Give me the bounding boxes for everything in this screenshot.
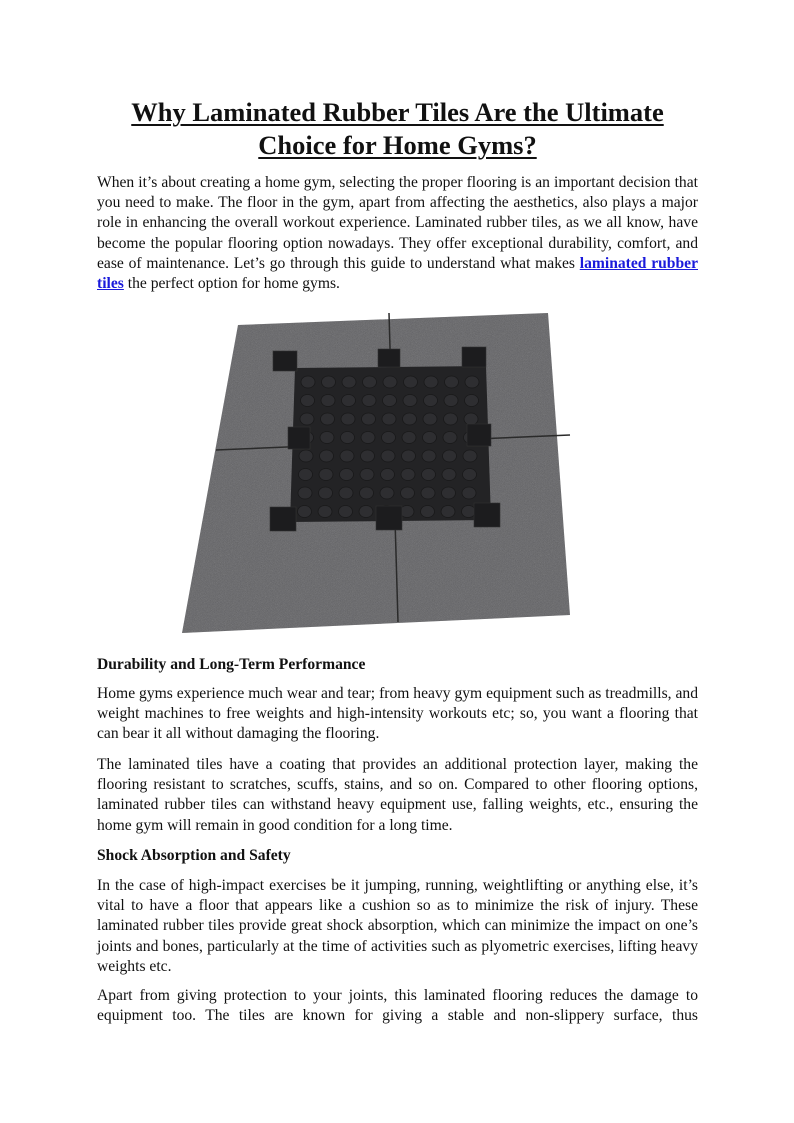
mat-stud [443, 432, 457, 444]
section-heading-durability: Durability and Long-Term Performance [97, 656, 366, 673]
title-line-2: Choice for Home Gyms? [258, 130, 537, 160]
mat-stud [403, 413, 417, 425]
mat-stud [320, 432, 334, 444]
interlocking-mat [270, 347, 500, 531]
mat-stud [442, 487, 456, 499]
mat-stud [401, 487, 415, 499]
mat-stud [465, 395, 479, 407]
mat-stud [382, 413, 396, 425]
mat-stud [360, 487, 374, 499]
mat-stud [319, 487, 333, 499]
paragraph: The laminated tiles have a coating that provides an additional protection layer, making the flooring resistant to scratches, scuffs, stains, and so on. Compared to other flooring options, laminated rubber tiles can withstand heavy equipment use, falling weights, etc., ensuring the home gym will remain in good condition for a long time. [97, 756, 698, 834]
title-line-1: Why Laminated Rubber Tiles Are the Ultimate [131, 97, 664, 127]
mat-stud [300, 413, 314, 425]
mat-stud [299, 450, 313, 462]
intro-paragraph [97, 173, 698, 294]
section-heading-shock-absorption: Shock Absorption and Safety [97, 847, 291, 864]
mat-stud [299, 469, 313, 481]
mat-stud [342, 395, 356, 407]
mat-stud [443, 450, 457, 462]
mat-stud [444, 413, 458, 425]
laminated-rubber-tiles-link[interactable]: laminated rubber tiles [97, 254, 698, 293]
mat-stud [445, 376, 459, 388]
mat-stud [402, 450, 416, 462]
mat-stud [383, 395, 397, 407]
mat-stud [422, 469, 436, 481]
mat-stud [403, 395, 417, 407]
mat-stud [463, 450, 477, 462]
page-title [97, 96, 698, 162]
mat-stud [322, 376, 336, 388]
mat-stud [401, 469, 415, 481]
mat-stud [359, 506, 373, 518]
mat-stud [363, 376, 377, 388]
mat-stud [342, 376, 356, 388]
mat-stud [381, 469, 395, 481]
mat-stud [339, 506, 353, 518]
paragraph: Home gyms experience much wear and tear; from heavy gym equipment such as treadmills, and weight machines to free weights and high-intensity workouts etc; so, you want a flooring that can bear it all without damaging the flooring. [97, 685, 698, 743]
mat-stud [361, 432, 375, 444]
mat-stud [319, 469, 333, 481]
mat-stud [301, 376, 315, 388]
mat-stud [380, 487, 394, 499]
mat-stud [339, 487, 353, 499]
mat-stud [298, 506, 312, 518]
mat-stud [321, 413, 335, 425]
mat-stud [318, 506, 332, 518]
mat-stud [464, 413, 478, 425]
mat-stud [360, 469, 374, 481]
mat-stud [341, 432, 355, 444]
mat-stud [422, 450, 436, 462]
mat-stud [362, 395, 376, 407]
mat-stud [320, 450, 334, 462]
intro-text: When it’s about creating a home gym, selecting the proper flooring is an important decision that you need to make. The floor in the gym, apart from affecting the aesthetics, also plays a major role in enhancing the overall workout experience. Laminated rubber tiles, as we all know, have become the popular flooring option nowadays. They offer exceptional durability, comfort, and ease of maintenance. Let’s go through this guide to understand what makes [97, 174, 698, 272]
mat-stud [402, 432, 416, 444]
mat-stud [361, 450, 375, 462]
mat-stud [424, 376, 438, 388]
mat-stud [404, 376, 418, 388]
mat-stud [423, 413, 437, 425]
paragraph: In the case of high-impact exercises be it jumping, running, weightlifting or anything else, it’s vital to have a floor that appears like a cushion so as to minimize the risk of injury. These laminated rubber tiles provide great shock absorption, which can minimize the impact on one’s joints and bones, particularly at the time of activities such as plyometric exercises, lifting heavy weights etc. [97, 877, 698, 975]
mat-stud [444, 395, 458, 407]
mat-stud [340, 469, 354, 481]
rubber-tiles-photo [178, 308, 574, 638]
mat-stud [441, 506, 455, 518]
mat-stud [442, 469, 456, 481]
mat-stud [298, 487, 312, 499]
mat-stud [321, 395, 335, 407]
mat-stud [381, 450, 395, 462]
mat-stud [383, 376, 397, 388]
mat-stud [301, 395, 315, 407]
mat-stud [463, 469, 477, 481]
mat-stud [462, 487, 476, 499]
mat-stud [382, 432, 396, 444]
mat-stud [465, 376, 479, 388]
intro-text-end: the perfect option for home gyms. [123, 275, 340, 293]
mat-stud [423, 432, 437, 444]
mat-stud [421, 487, 435, 499]
mat-stud [421, 506, 435, 518]
paragraph: Apart from giving protection to your joints, this laminated flooring reduces the damage to equipment too. The tiles are known for giving a stable and non-slippery surface, thus [97, 987, 698, 1025]
mat-stud [462, 506, 476, 518]
mat-stud [341, 413, 355, 425]
mat-stud [340, 450, 354, 462]
mat-stud [424, 395, 438, 407]
mat-stud [362, 413, 376, 425]
